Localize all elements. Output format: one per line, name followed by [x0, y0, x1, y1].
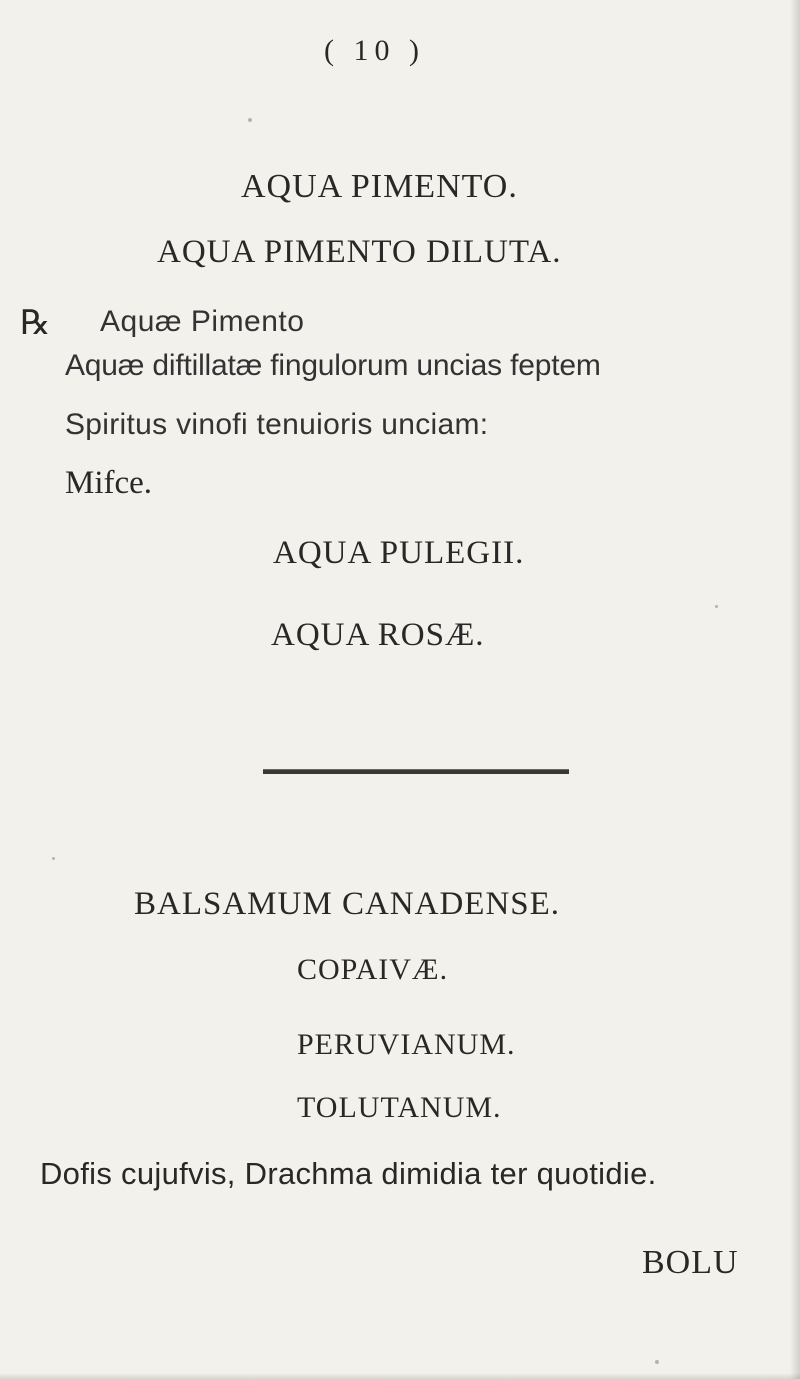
recipe-line-2: Aquæ diftillatæ fingulorum uncias feptem [65, 349, 601, 382]
recipe-line-4: Mifce. [65, 465, 153, 501]
page-number: ( 10 ) [324, 34, 425, 67]
heading-peruvianum: PERUVIANUM. [297, 1028, 516, 1061]
heading-tolutanum: TOLUTANUM. [297, 1091, 502, 1124]
section-divider [263, 769, 569, 774]
recipe-line-3: Spiritus vinofi tenuioris unciam: [65, 408, 489, 441]
catchword: BOLU [642, 1244, 739, 1281]
heading-copaivae: COPAIVÆ. [297, 953, 449, 986]
heading-aqua-pimento-diluta: AQUA PIMENTO DILUTA. [157, 234, 562, 270]
heading-aqua-pulegii: AQUA PULEGII. [273, 535, 525, 571]
page-edge-shadow-bottom [0, 1373, 800, 1379]
dose-instruction: Dofis cujufvis, Drachma dimidia ter quotidie. [40, 1156, 657, 1191]
paper-speck [248, 118, 252, 122]
heading-balsamum-canadense: BALSAMUM CANADENSE. [134, 886, 561, 922]
heading-aqua-pimento: AQUA PIMENTO. [241, 168, 518, 205]
page-edge-shadow [790, 0, 800, 1379]
paper-speck [715, 605, 718, 608]
heading-aqua-rosae: AQUA ROSÆ. [271, 617, 485, 653]
paper-speck [655, 1360, 659, 1364]
recipe-symbol: ℞ [20, 305, 51, 342]
recipe-line-1: Aquæ Pimento [100, 305, 305, 338]
paper-speck [52, 857, 55, 860]
